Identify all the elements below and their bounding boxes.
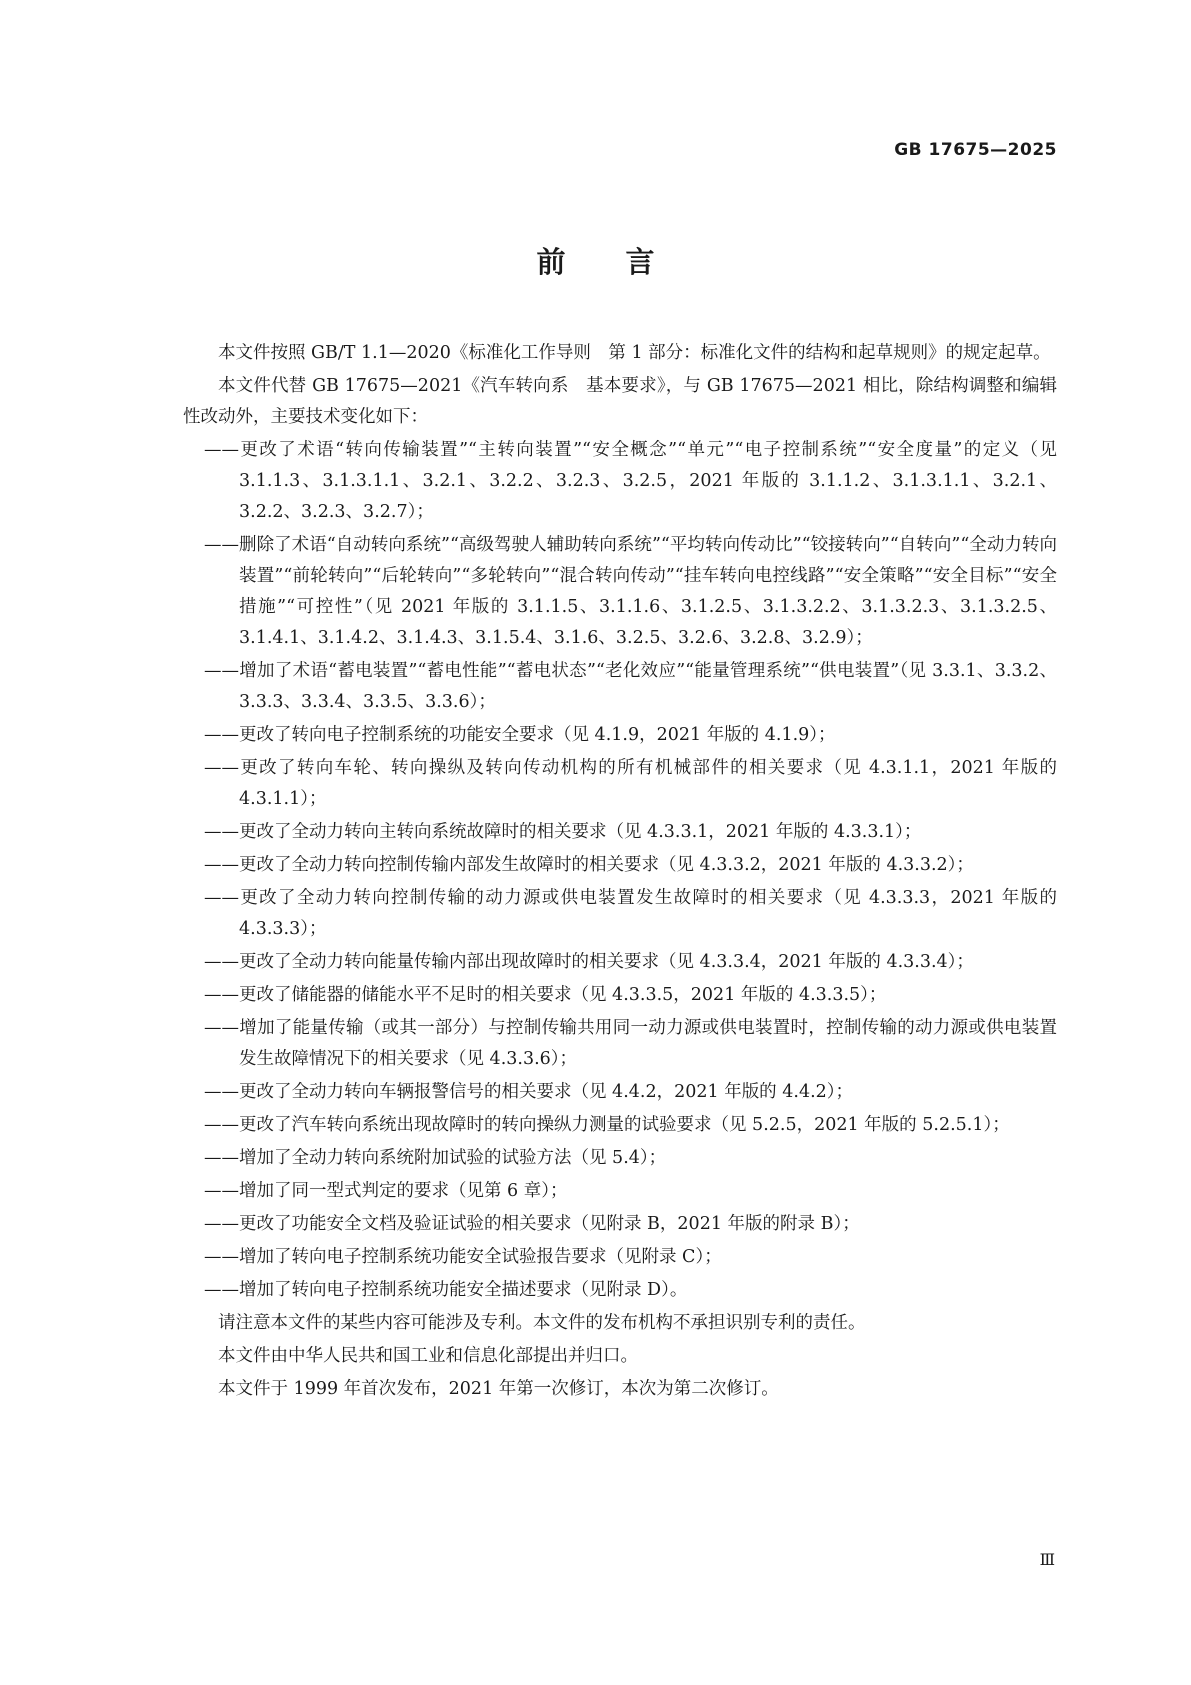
list-item <box>183 850 1057 881</box>
list-item <box>183 1176 1057 1207</box>
dash-marker: —— <box>204 888 239 908</box>
list-item-text: 更改了转向电子控制系统的功能安全要求（见 4.1.9，2021 年版的 4.1.9）； <box>239 725 836 745</box>
dash-marker: —— <box>204 440 239 460</box>
list-item-text: 增加了转向电子控制系统功能安全试验报告要求（见附录 C）； <box>239 1247 722 1267</box>
dash-marker: —— <box>204 535 239 555</box>
list-item <box>183 1275 1057 1306</box>
list-item-text: 更改了全动力转向主转向系统故障时的相关要求（见 4.3.3.1，2021 年版的 4.3.3.1）； <box>239 822 922 842</box>
list-item <box>183 753 1057 815</box>
document-code: GB 17675—2025 <box>894 140 1057 160</box>
preface-body <box>183 338 1057 1407</box>
list-item <box>183 980 1057 1011</box>
list-item-text: 增加了同一型式判定的要求（见第 6 章）； <box>239 1181 568 1201</box>
list-item <box>183 817 1057 848</box>
list-item <box>183 1242 1057 1273</box>
dash-marker: —— <box>204 1247 239 1267</box>
dash-marker: —— <box>204 1115 239 1135</box>
list-item-text: 增加了转向电子控制系统功能安全描述要求（见附录 D）。 <box>239 1280 688 1300</box>
page-title: 前言 <box>536 245 715 279</box>
list-item <box>183 1013 1057 1075</box>
dash-marker: —— <box>204 952 239 972</box>
list-item-text: 更改了全动力转向控制传输内部发生故障时的相关要求（见 4.3.3.2，2021 年版的 4.3.3.2）； <box>239 855 974 875</box>
list-item <box>183 435 1057 528</box>
dash-marker: —— <box>204 855 239 875</box>
list-item <box>183 947 1057 978</box>
dash-marker: —— <box>204 1214 239 1234</box>
dash-marker: —— <box>204 1148 239 1168</box>
dash-marker: —— <box>204 758 239 778</box>
list-item-text: 更改了全动力转向控制传输的动力源或供电装置发生故障时的相关要求（见 4.3.3.3，2021 年版的 4.3.3.3）； <box>239 888 1057 939</box>
intro-paragraph: 本文件代替 GB 17675—2021《汽车转向系 基本要求》，与 GB 17675—2021 相比，除结构调整和编辑性改动外，主要技术变化如下： <box>183 376 1057 427</box>
dash-marker: —— <box>204 1018 239 1038</box>
list-item-text: 更改了储能器的储能水平不足时的相关要求（见 4.3.3.5，2021 年版的 4.3.3.5）； <box>239 985 887 1005</box>
list-item <box>183 1110 1057 1141</box>
list-item <box>183 883 1057 945</box>
dash-marker: —— <box>204 661 239 681</box>
list-item-text: 删除了术语“自动转向系统”“高级驾驶人辅助转向系统”“平均转向传动比”“铰接转向”“自转向”“全动力转向装置”“前轮转向”“后轮转向”“多轮转向”“混合转向传动”“挂车转向电控线路”“安全策略”“安全目标”“安全措施”“可控性”（见 2021 年版的 3.1.1.5、3.1.1.6、3.1.2.5、3.1.3.2.2、3.1.3.2.3、3.1.3.2.5、3.1.4.1、3.1.4.2、3.1.4.3、3.1.5.4、3.1.6、3.2.5、3.2.6、3.2.8、3.2.9）； <box>239 535 1057 648</box>
revision-history: 本文件于 1999 年首次发布，2021 年第一次修订，本次为第二次修订。 <box>218 1379 779 1399</box>
list-item-text: 更改了功能安全文档及验证试验的相关要求（见附录 B，2021 年版的附录 B）； <box>239 1214 860 1234</box>
list-item-text: 更改了转向车轮、转向操纵及转向传动机构的所有机械部件的相关要求（见 4.3.1.1，2021 年版的 4.3.1.1）； <box>239 758 1057 809</box>
dash-marker: —— <box>204 1181 239 1201</box>
list-item-text: 更改了全动力转向车辆报警信号的相关要求（见 4.4.2，2021 年版的 4.4.2）； <box>239 1082 854 1102</box>
list-item-text: 更改了全动力转向能量传输内部出现故障时的相关要求（见 4.3.3.4，2021 年版的 4.3.3.4）； <box>239 952 974 972</box>
dash-marker: —— <box>204 1280 239 1300</box>
list-item <box>183 1209 1057 1240</box>
list-item-text: 更改了汽车转向系统出现故障时的转向操纵力测量的试验要求（见 5.2.5，2021 年版的 5.2.5.1）； <box>239 1115 1010 1135</box>
list-item-text: 增加了术语“蓄电装置”“蓄电性能”“蓄电状态”“老化效应”“能量管理系统”“供电装置”（见 3.3.1、3.3.2、3.3.3、3.3.4、3.3.5、3.3.6）； <box>239 661 1057 712</box>
page-number: Ⅲ <box>1039 1550 1055 1569</box>
list-item <box>183 530 1057 654</box>
dash-marker: —— <box>204 985 239 1005</box>
patent-notice: 请注意本文件的某些内容可能涉及专利。本文件的发布机构不承担识别专利的责任。 <box>218 1313 866 1333</box>
list-item <box>183 1143 1057 1174</box>
list-item <box>183 656 1057 718</box>
intro-paragraph: 本文件按照 GB/T 1.1—2020《标准化工作导则 第 1 部分：标准化文件的结构和起草规则》的规定起草。 <box>218 343 1051 363</box>
list-item <box>183 720 1057 751</box>
list-item-text: 更改了术语“转向传输装置”“主转向装置”“安全概念”“单元”“电子控制系统”“安全度量”的定义（见 3.1.1.3、3.1.3.1.1、3.2.1、3.2.2、3.2.3、3.2.5，2021 年版的 3.1.1.2、3.1.3.1.1、3.2.1、3.2.2、3.2.3、3.2.7）； <box>239 440 1057 522</box>
dash-marker: —— <box>204 822 239 842</box>
list-item-text: 增加了全动力转向系统附加试验的试验方法（见 5.4）； <box>239 1148 667 1168</box>
dash-marker: —— <box>204 1082 239 1102</box>
changes-list <box>183 435 1057 1306</box>
dash-marker: —— <box>204 725 239 745</box>
list-item-text: 增加了能量传输（或其一部分）与控制传输共用同一动力源或供电装置时，控制传输的动力源或供电装置发生故障情况下的相关要求（见 4.3.3.6）； <box>239 1018 1057 1069</box>
proposer-statement: 本文件由中华人民共和国工业和信息化部提出并归口。 <box>218 1346 638 1366</box>
list-item <box>183 1077 1057 1108</box>
